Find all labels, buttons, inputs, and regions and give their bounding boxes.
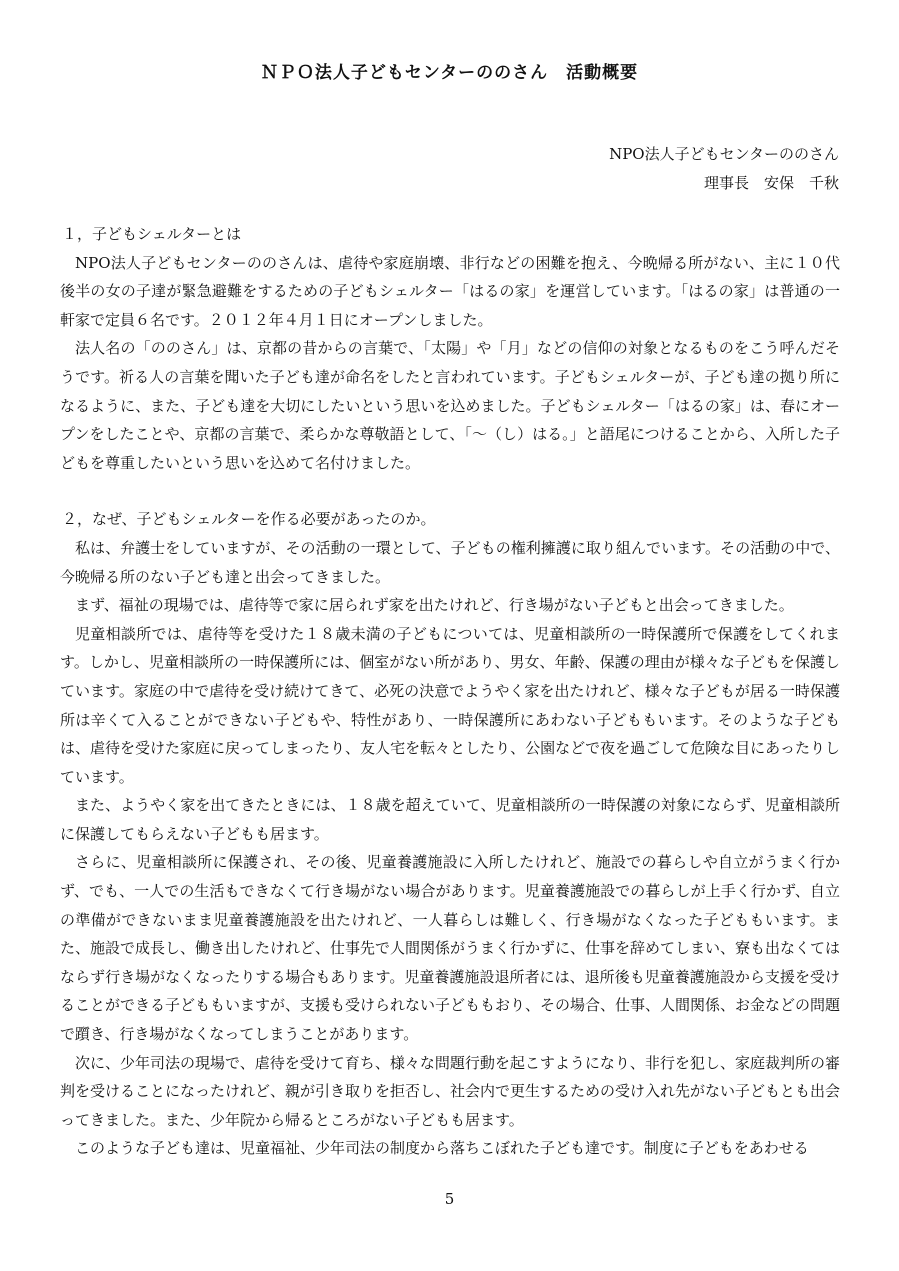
section-spacer	[60, 477, 840, 505]
paragraph: また、ようやく家を出てきたときには、１８歳を超えていて、児童相談所の一時保護の対象にならず、児童相談所に保護してもらえない子どもも居ます。	[60, 796, 840, 843]
paragraph: 法人名の「ののさん」は、京都の昔からの言葉で、「太陽」や「月」などの信仰の対象となるものをこう呼んだそうです。祈る人の言葉を聞いた子ども達が命名をしたと言われています。子どもシェルターが、子ども達の拠り所になるように、また、子ども達を大切にしたいという思いを込めました。子どもシェルター「はるの家」は、春にオープンをしたことや、京都の言葉で、柔らかな尊敬語として、「〜（し）はる。」と語尾につけることから、入所した子どもを尊重したいという思いを込めて名付けました。	[60, 339, 840, 472]
paragraph: NPO法人子どもセンターののさんは、虐待や家庭崩壊、非行などの困難を抱え、今晩帰る所がない、主に１０代後半の女の子達が緊急避難をするための子どもシェルター「はるの家」を運営しています。「はるの家」は普通の一軒家で定員６名です。２０１２年４月１日にオープンしました。	[60, 253, 840, 329]
document-body	[60, 220, 840, 1163]
document-title: ＮＰＯ法人子どもセンターののさん 活動概要	[260, 63, 639, 83]
paragraph: 私は、弁護士をしていますが、その活動の一環として、子どもの権利擁護に取り組んでいます。その活動の中で、今晩帰る所のない子ども達と出会ってきました。	[60, 538, 840, 586]
organization-name: NPO法人子どもセンターののさん	[609, 145, 839, 163]
paragraph: このような子ども達は、児童福祉、少年司法の制度から落ちこぼれた子ども達です。制度に子どもをあわせる	[75, 1139, 809, 1158]
author-name: 理事長 安保 千秋	[703, 174, 839, 192]
paragraph: まず、福祉の現場では、虐待等で家に居られず家を出たけれど、行き場がない子どもと出会ってきました。	[75, 596, 794, 615]
section-heading-1: １，子どもシェルターとは	[62, 225, 242, 243]
paragraph: 次に、少年司法の現場で、虐待を受けて育ち、様々な問題行動を起こすようになり、非行を犯し、家庭裁判所の審判を受けることになったけれど、親が引き取りを拒否し、社会内で更生するための受け入れ先がない子どもとも出会ってきました。また、少年院から帰るところがない子どもも居ます。	[60, 1053, 841, 1129]
section-heading-2: ２，なぜ、子どもシェルターを作る必要があったのか。	[62, 510, 436, 529]
paragraph: 児童相談所では、虐待等を受けた１８歳未満の子どもについては、児童相談所の一時保護所で保護をしてくれます。しかし、児童相談所の一時保護所には、個室がない所があり、男女、年齢、保護の理由が様々な子どもを保護しています。家庭の中で虐待を受け続けてきて、必死の決意でようやく家を出たけれど、様々な子どもが居る一時保護所は辛くて入ることができない子どもや、特性があり、一時保護所にあわない子どももいます。そのような子どもは、虐待を受けた家庭に戻ってしまったり、友人宅を転々としたり、公園などで夜を過ごして危険な目にあったりしています。	[60, 624, 840, 786]
paragraph: さらに、児童相談所に保護され、その後、児童養護施設に入所したけれど、施設での暮らしや自立がうまく行かず、でも、一人での生活もできなくて行き場がない場合があります。児童養護施設での暮らしが上手く行かず、自立の準備ができないまま児童養護施設を出たけれど、一人暮らしは難しく、行き場がなくなった子どももいます。また、施設で成長し、働き出したけれど、仕事先で人間関係がうまく行かずに、仕事を辞めてしまい、寮も出なくてはならず行き場がなくなったりする場合もあります。児童養護施設退所者には、退所後も児童養護施設から支援を受けることができる子どももいますが、支援も受けられない子どももおり、その場合、仕事、人間関係、お金などの問題で躓き、行き場がなくなってしまうことがあります。	[60, 853, 841, 1044]
author-block	[609, 140, 839, 198]
page-number: 5	[444, 1190, 455, 1208]
